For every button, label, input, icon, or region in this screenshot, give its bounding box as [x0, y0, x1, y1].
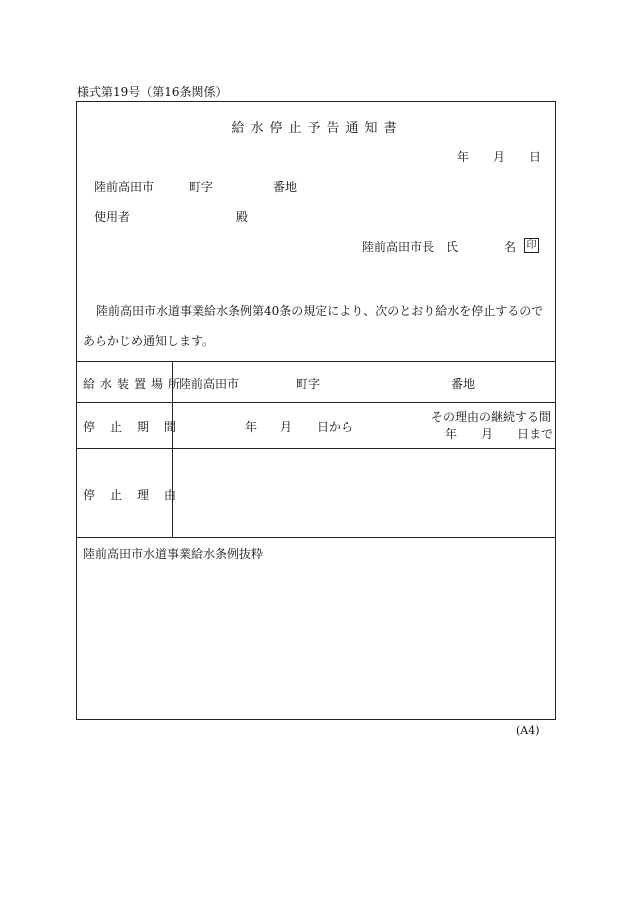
location-lot: 番地 [451, 377, 476, 391]
form-number: 様式第19号（第16条関係） [77, 85, 228, 99]
address-lot: 番地 [273, 180, 298, 194]
period-to-month: 月 [481, 427, 494, 441]
date-month: 月 [493, 150, 506, 164]
reason-label: 停止理由 [83, 488, 192, 502]
date-day: 日 [529, 150, 542, 164]
notice-form [76, 101, 556, 720]
location-town: 町字 [296, 377, 321, 391]
recipient-label: 使用者 [94, 210, 131, 224]
period-from-month: 月 [280, 420, 293, 434]
table-top-line [77, 361, 555, 362]
document-title: 給水停止予告通知書 [231, 121, 403, 136]
location-label: 給水装置場所 [83, 377, 186, 391]
sender-name-label-2: 名 [504, 240, 517, 254]
row-divider-3 [77, 537, 555, 538]
excerpt-label: 陸前高田市水道事業給水条例抜粋 [83, 547, 264, 561]
period-to-year: 年 [445, 427, 458, 441]
period-to-suffix: 日まで [517, 427, 554, 441]
recipient-honorific: 殿 [236, 210, 249, 224]
seal-mark: 印 [524, 238, 539, 253]
row-divider-1 [77, 402, 555, 403]
paper-size-label: (A4) [516, 724, 540, 737]
period-label: 停止期間 [83, 420, 192, 434]
notice-body-text: 陸前高田市水道事業給水条例第40条の規定により、次のとおり給水を停止するのであらかじめ通知します。 [83, 304, 544, 348]
period-continuation: その理由の継続する間 [431, 410, 552, 424]
sender-name-label-1: 氏 [446, 240, 459, 254]
period-from-year: 年 [245, 420, 258, 434]
period-from-suffix: 日から [317, 420, 354, 434]
location-city: 陸前高田市 [179, 377, 240, 391]
sender-title: 陸前高田市長 [362, 240, 435, 254]
address-city: 陸前高田市 [94, 180, 155, 194]
row-divider-2 [77, 448, 555, 449]
date-year: 年 [457, 150, 470, 164]
address-town: 町字 [189, 180, 214, 194]
